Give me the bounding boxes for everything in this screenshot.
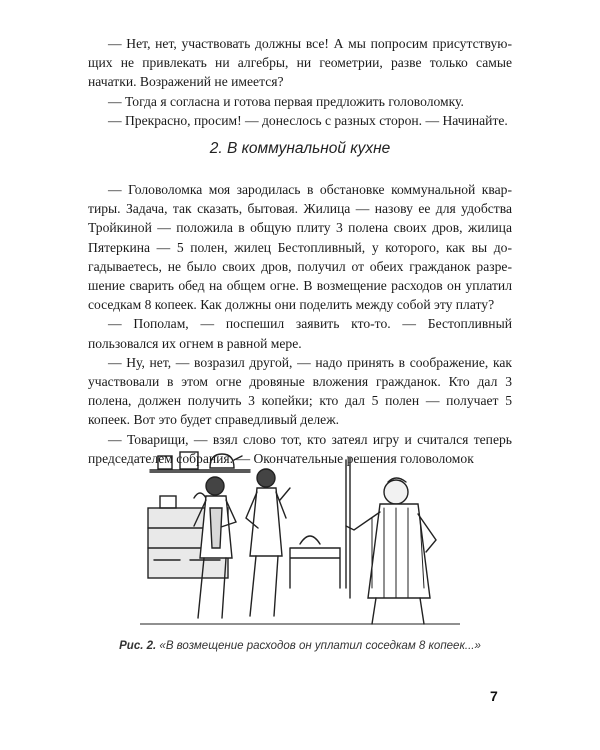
- text-line: как участвовали в этом огне дровяные вложения гражданок. Кто дал: [88, 354, 512, 390]
- paragraph: [88, 92, 512, 111]
- text-line: 3 полена, должен получить 3 копейки; кто дал 5 полен — получает: [88, 374, 512, 409]
- page-number: 7: [490, 688, 498, 704]
- section-heading: 2. В коммунальной кухне: [209, 140, 391, 157]
- caption-label: Рис. 2.: [119, 640, 157, 652]
- paragraph: [88, 180, 512, 314]
- figure-caption: [0, 640, 600, 652]
- text-line: тиры. Задача, так сказать, бытовая. Жилица — назову ее для удобства: [88, 201, 512, 217]
- pot-icon: [158, 456, 172, 469]
- kettle-icon: [210, 454, 242, 468]
- text-line: — Товарищи, — взял слово тот, кто затеял игру и считался теперь: [108, 431, 512, 447]
- text-line: Пятеркина — 5 полен, жилец Бестопливный, у которого, как вы до-: [88, 239, 512, 255]
- text-line: председателем собрания. — Окончательные решения головоломок: [88, 450, 474, 466]
- text-line: соседкам 8 копеек. Как должны они поделить между собой эту плату?: [88, 297, 495, 313]
- text-line: 5 копеек. Вот это будет справедливый дележ.: [88, 393, 512, 428]
- text-line: — Нет, нет, участвовать должны все! А мы попросим присутствую-: [108, 36, 512, 51]
- text-line: щих не привлекать ни алгебры, ни геометрии, разве только самые: [88, 55, 512, 71]
- top-text-block: [88, 34, 512, 130]
- text-line: — Ну, нет, — возразил другой, — надо принять в соображение,: [108, 354, 489, 370]
- text-line: начатки. Возражений не имеется?: [88, 74, 284, 90]
- paragraph: [88, 353, 512, 430]
- text-line: — Пополам, — поспешил заявить кто-то. — Бестопливный: [108, 316, 512, 332]
- text-line: — Прекрасно, просим! — донеслось с разных сторон. — Начинайте.: [108, 112, 508, 128]
- text-line: гадываетесь, не было своих дров, получил от обеих гражданок разре-: [88, 258, 512, 274]
- woman-figure-right: [246, 469, 290, 616]
- text-line: шение сварить обед на общем огне. В возмещение расходов он уплатил: [88, 278, 512, 294]
- kitchen-shelf: [150, 470, 250, 472]
- pot-icon: [180, 452, 198, 469]
- text-line: пользовался их огнем в равной мере.: [88, 335, 302, 351]
- man-figure: [346, 478, 436, 624]
- kitchen-illustration: [140, 448, 460, 628]
- paragraph: [88, 34, 512, 92]
- text-line: — Тогда я согласна и готова первая предложить головоломку.: [108, 93, 464, 109]
- paragraph: [88, 314, 512, 352]
- kitchen-table: [290, 548, 340, 588]
- main-text-block: [88, 180, 512, 468]
- text-line: Тройкиной — положила в общую плиту 3 полена своих дров, жилица: [88, 220, 512, 236]
- caption-text: «В возмещение расходов он уплатил соседкам 8 копеек...»: [159, 640, 481, 652]
- text-line: — Головоломка моя зародилась в обстановке коммунальной квар-: [108, 182, 512, 197]
- paragraph: [88, 111, 512, 130]
